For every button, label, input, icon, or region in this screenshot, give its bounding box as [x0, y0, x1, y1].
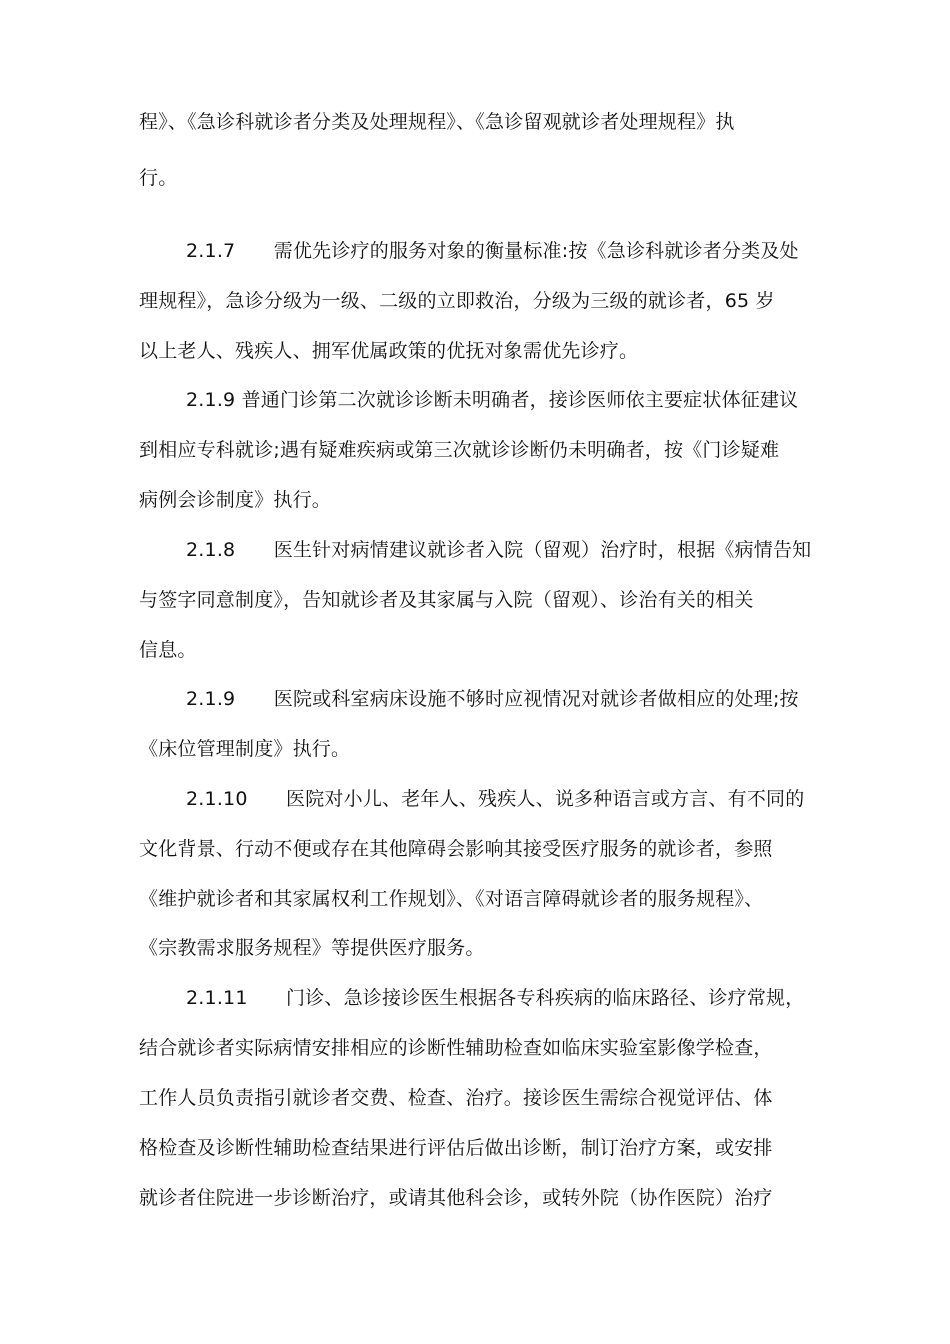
paragraph-2-1-9-line: 2.1.9 普通门诊第二次就诊诊断未明确者，接诊医师依主要症状体征建议 [186, 389, 799, 411]
text-line: 与签字同意制度》，告知就诊者及其家属与入院（留观）、诊治有关的相关 [139, 589, 754, 611]
text-line: 《床位管理制度》执行。 [139, 738, 351, 760]
text-line: 格检查及诊断性辅助检查结果进行评估后做出诊断，制订治疗方案，或安排 [139, 1137, 773, 1159]
text-line: 程》、《急诊科就诊者分类及处理规程》、《急诊留观就诊者处理规程》执 [139, 111, 735, 133]
text-line: 就诊者住院进一步诊断治疗，或请其他科会诊，或转外院（协作医院）治疗 [139, 1187, 773, 1209]
text-line: 《宗教需求服务规程》等提供医疗服务。 [139, 937, 485, 959]
paragraph-2-1-9b-line: 2.1.9 医院或科室病床设施不够时应视情况对就诊者做相应的处理;按 [186, 688, 799, 710]
paragraph-2-1-11-line: 2.1.11 门诊、急诊接诊医生根据各专科疾病的临床路径、诊疗常规， [186, 987, 805, 1009]
text-line: 结合就诊者实际病情安排相应的诊断性辅助检查如临床实验室影像学检查， [139, 1037, 773, 1059]
text-line: 行。 [139, 167, 178, 189]
text-line: 《维护就诊者和其家属权利工作规划》、《对语言障碍就诊者的服务规程》、 [139, 888, 764, 910]
text-line: 文化背景、行动不便或存在其他障碍会影响其接受医疗服务的就诊者，参照 [139, 838, 773, 860]
text-line: 到相应专科就诊;遇有疑难疾病或第三次就诊诊断仍未明确者，按《门诊疑难 [139, 439, 780, 461]
text-line: 工作人员负责指引就诊者交费、检查、治疗。接诊医生需综合视觉评估、体 [139, 1087, 773, 1109]
paragraph-2-1-7-line: 2.1.7 需优先诊疗的服务对象的衡量标准:按《急诊科就诊者分类及处 [186, 240, 799, 262]
text-line: 病例会诊制度》执行。 [139, 489, 332, 511]
text-line: 理规程》，急诊分级为一级、二级的立即救治，分级为三级的就诊者，65 岁 [139, 290, 775, 312]
text-line: 信息。 [139, 639, 197, 661]
paragraph-2-1-10-line: 2.1.10 医院对小儿、老年人、残疾人、说多种语言或方言、有不同的 [186, 788, 805, 810]
paragraph-2-1-8-line: 2.1.8 医生针对病情建议就诊者入院（留观）治疗时，根据《病情告知 [186, 539, 812, 561]
text-line: 以上老人、残疾人、拥军优属政策的优抚对象需优先诊疗。 [139, 340, 639, 362]
